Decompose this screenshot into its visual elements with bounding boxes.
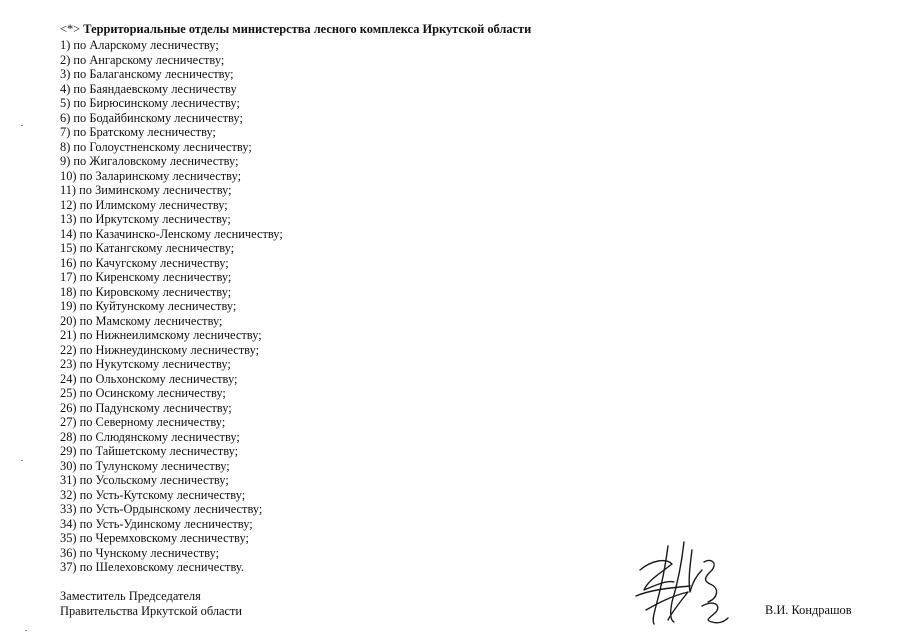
list-item: 20) по Мамскому лесничеству; xyxy=(60,313,223,328)
signer-position-line-1: Заместитель Председателя xyxy=(60,589,201,603)
list-item: 36) по Чунскому лесничеству; xyxy=(60,545,220,560)
list-item: 17) по Киренскому лесничеству; xyxy=(60,270,232,284)
list-item: 31) по Усольскому лесничеству; xyxy=(60,473,229,487)
list-item: 27) по Северному лесничеству; xyxy=(60,415,226,429)
section-heading xyxy=(60,22,531,36)
signer-name: В.И. Кондрашов xyxy=(765,603,852,617)
list-item: 1) по Аларскому лесничеству; xyxy=(60,38,219,52)
handwritten-signature xyxy=(632,540,732,628)
list-item: 14) по Казачинско-Ленскому лесничеству; xyxy=(60,226,283,241)
scan-speck xyxy=(21,125,23,126)
list-item: 12) по Илимскому лесничеству; xyxy=(60,197,228,212)
list-item: 24) по Ольхонскому лесничеству; xyxy=(60,371,238,386)
scan-speck xyxy=(21,460,23,461)
list-item: 11) по Зиминскому лесничеству; xyxy=(60,183,232,197)
list-item: 26) по Падунскому лесничеству; xyxy=(60,400,232,415)
heading-title: Территориальные отделы министерства лесного комплекса Иркутской области xyxy=(83,22,532,36)
list-item: 7) по Братскому лесничеству; xyxy=(60,125,216,139)
list-item: 9) по Жигаловскому лесничеству; xyxy=(60,154,239,168)
list-item: 15) по Катангскому лесничеству; xyxy=(60,241,235,255)
list-item: 23) по Нукутскому лесничеству; xyxy=(60,357,231,371)
list-item: 21) по Нижнеилимскому лесничеству; xyxy=(60,328,262,342)
footnote-marker: <*> xyxy=(60,22,81,36)
list-item: 35) по Черемховскому лесничеству; xyxy=(60,531,249,545)
list-item: 16) по Качугскому лесничеству; xyxy=(60,255,229,270)
list-item: 5) по Бирюсинскому лесничеству; xyxy=(60,96,240,110)
list-item: 3) по Балаганскому лесничеству; xyxy=(60,67,234,81)
list-item: 8) по Голоустненскому лесничеству; xyxy=(60,139,252,154)
list-item: 4) по Баяндаевскому лесничеству xyxy=(60,81,237,96)
list-item: 13) по Иркутскому лесничеству; xyxy=(60,212,231,226)
forestry-list xyxy=(60,38,283,575)
list-item: 28) по Слюдянскому лесничеству; xyxy=(60,429,240,444)
scan-speck xyxy=(25,630,27,631)
list-item: 18) по Кировскому лесничеству; xyxy=(60,284,232,299)
list-item: 22) по Нижнеудинскому лесничеству; xyxy=(60,342,260,357)
list-item: 19) по Куйтунскому лесничеству; xyxy=(60,299,237,313)
list-item: 6) по Бодайбинскому лесничеству; xyxy=(60,110,243,125)
list-item: 33) по Усть-Ордынскому лесничеству; xyxy=(60,502,263,516)
signer-position-line-2: Правительства Иркутской области xyxy=(60,603,243,618)
list-item: 10) по Заларинскому лесничеству; xyxy=(60,168,242,183)
list-item: 25) по Осинскому лесничеству; xyxy=(60,386,226,400)
list-item: 32) по Усть-Кутскому лесничеству; xyxy=(60,487,246,502)
signer-position xyxy=(60,589,242,618)
list-item: 29) по Тайшетскому лесничеству; xyxy=(60,444,239,458)
list-item: 30) по Тулунскому лесничеству; xyxy=(60,458,230,473)
list-item: 34) по Усть-Удинскому лесничеству; xyxy=(60,516,253,531)
list-item: 37) по Шелеховскому лесничеству. xyxy=(60,560,244,574)
list-item: 2) по Ангарскому лесничеству; xyxy=(60,52,225,67)
